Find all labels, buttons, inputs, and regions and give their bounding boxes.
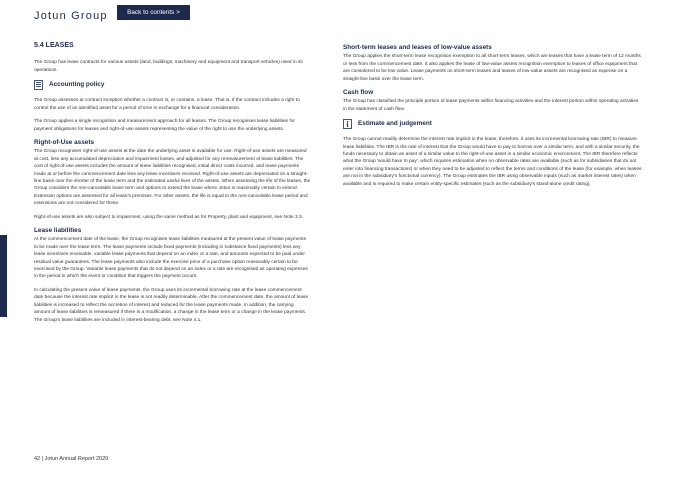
right-column [343,42,642,194]
info-icon [343,119,352,129]
estimate-judgement-paragraph: The Group cannot readily determine the interest rate implicit in the lease, therefore, it uses its incremental borrowing rate (IBR) to measure lease liabilities. The IBR is the rate of interest that the Group would have to pay to borrow over a similar term, and with a similar security, the funds necessary to obtain an asset of a similar value to the right-of-use asset in a similar economic environment. The IBR therefore reflects what the Group 'would have to pay', which requires estimation when no observable rates are available (such as for subsidiaries that do not enter into financing transactions) or when they need to be adjusted to reflect the terms and conditions of the lease (for example, when leases are not in the subsidiary's functional currency). The Group estimates the IBR using observable inputs (such as market interest rates) when available and is required to make certain entity-specific estimates (such as the subsidiary's stand-alone credit rating). [343,137,642,187]
section-title: 5.4 LEASES [34,42,74,49]
intro-paragraph: The Group has lease contracts for various assets (land, buildings, machinery and equipment and transport vehicles) used in its operations. [34,60,303,73]
accounting-policy-heading [34,80,311,90]
cash-flow-paragraph: The Group has classified the principle portion of lease payments within financing activities and the interest portion within operating activities in the statement of cash flow. [343,99,639,112]
page-footer: 42 | Jotun Annual Report 2020 [34,456,109,462]
lease-liabilities-paragraph-1: At the commencement date of the lease, the Group recognises lease liabilities measured at the present value of lease payments to be made over the lease term. The lease payments include fixed payments (including in substance fixed payments) less any lease incentives receivable, variable lease payments that depend on an index or a rate, and amounts expected to be paid under residual value guarantees. The lease payments also include the exercise price of a purchase option reasonably certain to be exercised by the Group. Variable lease payments that do not depend on an index or a rate are recognised as operating expenses in the period in which the event or condition that triggers the payment occurs. [34,237,308,280]
rou-heading: Right-of-Use assets [34,138,95,146]
back-to-contents-button[interactable]: Back to contents > [117,5,190,20]
short-term-paragraph: The Group applies the short-term lease recognition exemption to all short-term leases, which are leases that have a lease term of 12 months or less from the commencement date. It also applies the lease of low-value assets recognition exemption to leases of office equipment that are considered to be low value. Lease payments on short-term leases and leases of low-value assets are recognised as expense on a straight-line basis over the lease term. [343,54,641,82]
policy-paragraph-2: The Group applies a single recognition and measurement approach for all leases. The Group recognises lease liabilities for payment obligations for leases and right-of-use assets representing the value of the right to use the underlying assets. [34,119,295,132]
estimate-judgement-label: Estimate and judgement [358,120,432,128]
policy-paragraph-1: The Group assesses at contract inception whether a contract is, or contains, a lease. That is, if the contract includes a right to control the use of an identified asset for a period of time in exchange for a financial consideration. [34,98,300,111]
short-term-heading: Short-term leases and leases of low-value assets [343,44,492,51]
accounting-policy-label: Accounting policy [49,81,105,89]
lease-liabilities-heading: Lease liabilities [34,227,82,235]
rou-paragraph-1: The Group recognises right-of-use assets at the date the underlying asset is available for use. Right-of-use assets are measured at cost, less any accumulated depreciation and impairment losses, and adjusted for any remeasurement of lease liabilities. The cost of right-of-use assets includes the amount of lease liabilities recognised, initial direct costs incurred, and lease payments made at or before the commencement date less any lease incentives received. Right-of-use assets are depreciated on a straight-line basis over the shorter of the lease term and the estimated useful lives of the assets. When assessing the life of the leases, the Group considers the non-cancelable lease term and options to extend the lease where Jotun is reasonably certain to extend. Extension options are assessed for all lease's premises. For other assets, the life is equal to the non-cancelable lease period and extensions are not considered for these. [34,149,311,207]
rou-paragraph-2: Right-of-use assets are also subject to impairment, using the same method as for Property, plant and equipment, see Note 3.3. [34,214,303,220]
left-column [34,42,311,330]
cash-flow-heading: Cash flow [343,89,374,97]
lease-liabilities-paragraph-2: In calculating the present value of lease payments, the Group uses its incremental borrowing rate at the lease commencement date because the interest rate implicit in the lease is not readily determinable. After the commencement date, the amount of lease liabilities is increased to reflect the accretion of interest and reduced for the lease payments made. In addition, the carrying amount of lease liabilities is remeasured if there is a modification, a change in the lease term or a change in the lease payments. The Group's lease liabilities are included in interest-bearing debt, see Note 4.1. [34,287,309,323]
estimate-judgement-heading [343,119,642,129]
document-list-icon [34,80,43,90]
brand-name: Jotun Group [34,10,108,22]
side-tab-marker [0,235,7,317]
